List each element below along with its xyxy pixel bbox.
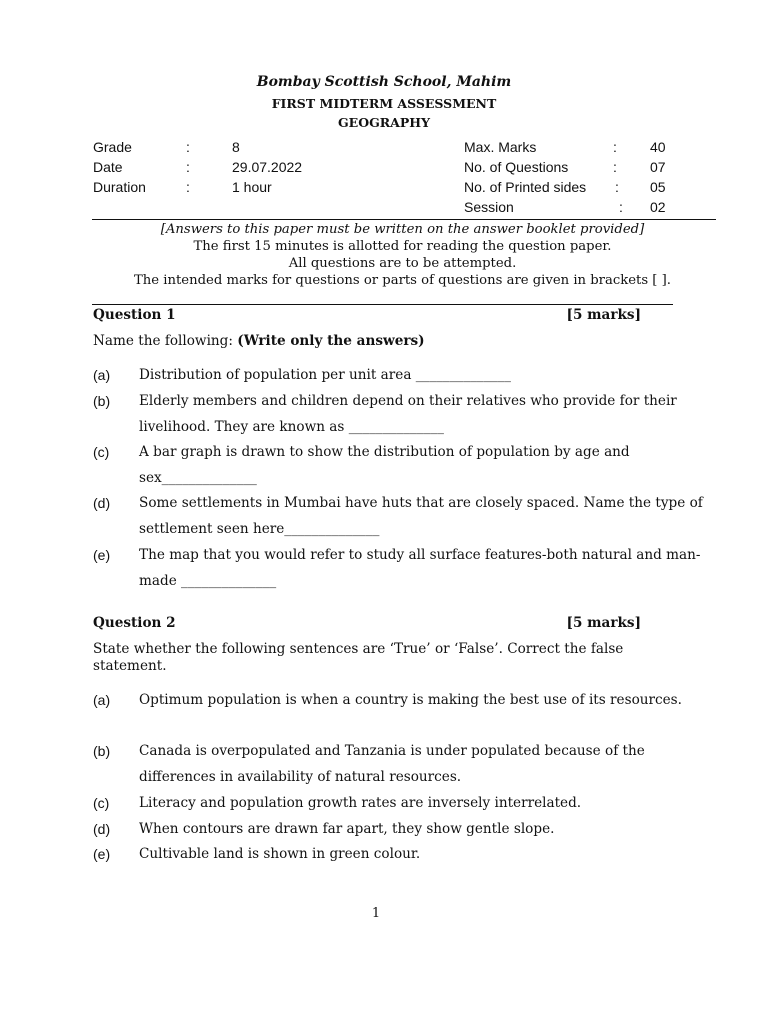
item-text: Canada is overpopulated and Tanzania is under populated because of the differences in availability of natural resources. <box>139 743 645 785</box>
instruction-line-4: The intended marks for questions or parts of questions are given in brackets [ ]. <box>134 273 671 288</box>
max-marks-value: 40 <box>650 139 666 155</box>
item-text: The map that you would refer to study all surface features-both natural and man-made ______________ <box>139 547 701 589</box>
separator: : <box>186 159 190 175</box>
duration-value: 1 hour <box>232 179 272 195</box>
date-label: Date <box>93 159 123 175</box>
question-1-lead <box>93 333 693 350</box>
subject-title: GEOGRAPHY <box>338 115 430 130</box>
item-text: Some settlements in Mumbai have huts that are closely spaced. Name the type of settlement seen here______________ <box>139 495 703 537</box>
header-divider <box>92 219 716 220</box>
max-marks-label: Max. Marks <box>464 139 537 155</box>
question-2-marks: [5 marks] <box>566 615 641 631</box>
info-right <box>0 137 768 217</box>
session-value: 02 <box>650 199 666 215</box>
question-1-lead-text: Name the following: <box>93 333 238 349</box>
question-1-marks: [5 marks] <box>566 307 641 323</box>
question-1-lead-bold: (Write only the answers) <box>237 333 425 349</box>
date-value: 29.07.2022 <box>232 159 303 175</box>
instruction-line-1: [Answers to this paper must be written on the answer booklet provided] <box>160 222 645 237</box>
instruction-line-3: All questions are to be attempted. <box>288 256 517 271</box>
item-letter: (a) <box>93 692 111 708</box>
separator: : <box>613 139 617 155</box>
item-text: Cultivable land is shown in green colour. <box>139 846 421 862</box>
grade-value: 8 <box>232 139 240 155</box>
instructions <box>90 221 715 289</box>
item-letter: (d) <box>93 495 111 511</box>
item-text: Elderly members and children depend on their relatives who provide for their livelihood. They are known as ______________ <box>139 393 677 435</box>
item-letter: (c) <box>93 444 110 460</box>
num-questions-label: No. of Questions <box>464 159 569 175</box>
separator: : <box>615 179 619 195</box>
question-2-header <box>93 615 641 631</box>
separator: : <box>186 139 190 155</box>
item-letter: (e) <box>93 547 111 563</box>
school-name: Bombay Scottish School, Mahim <box>256 74 512 90</box>
instruction-line-2: The first 15 minutes is allotted for reading the question paper. <box>193 239 612 254</box>
question-2-lead: State whether the following sentences are ‘True’ or ‘False’. Correct the false statement. <box>93 641 624 674</box>
item-letter: (b) <box>93 393 111 409</box>
question-2-title: Question 2 <box>93 615 176 631</box>
item-text: Distribution of population per unit area ______________ <box>139 367 511 383</box>
item-letter: (d) <box>93 821 111 837</box>
page-number: 1 <box>371 906 381 921</box>
item-text: Literacy and population growth rates are inversely interrelated. <box>139 795 582 811</box>
separator: : <box>186 179 190 195</box>
printed-sides-value: 05 <box>650 179 666 195</box>
item-text: A bar graph is drawn to show the distribution of population by age and sex______________ <box>139 444 630 486</box>
printed-sides-label: No. of Printed sides <box>464 179 587 195</box>
item-text: When contours are drawn far apart, they show gentle slope. <box>139 821 555 837</box>
item-letter: (b) <box>93 743 111 759</box>
duration-label: Duration <box>93 179 146 195</box>
item-letter: (a) <box>93 367 111 383</box>
separator: : <box>619 199 623 215</box>
item-letter: (c) <box>93 795 110 811</box>
session-label: Session <box>464 199 514 215</box>
item-text: Optimum population is when a country is making the best use of its resources. <box>139 692 682 708</box>
item-letter: (e) <box>93 846 111 862</box>
exam-title: FIRST MIDTERM ASSESSMENT <box>271 96 497 111</box>
question-1-header <box>93 307 641 323</box>
question-1-title: Question 1 <box>93 307 176 323</box>
num-questions-value: 07 <box>650 159 666 175</box>
instructions-divider <box>92 304 673 305</box>
separator: : <box>613 159 617 175</box>
grade-label: Grade <box>93 139 132 155</box>
